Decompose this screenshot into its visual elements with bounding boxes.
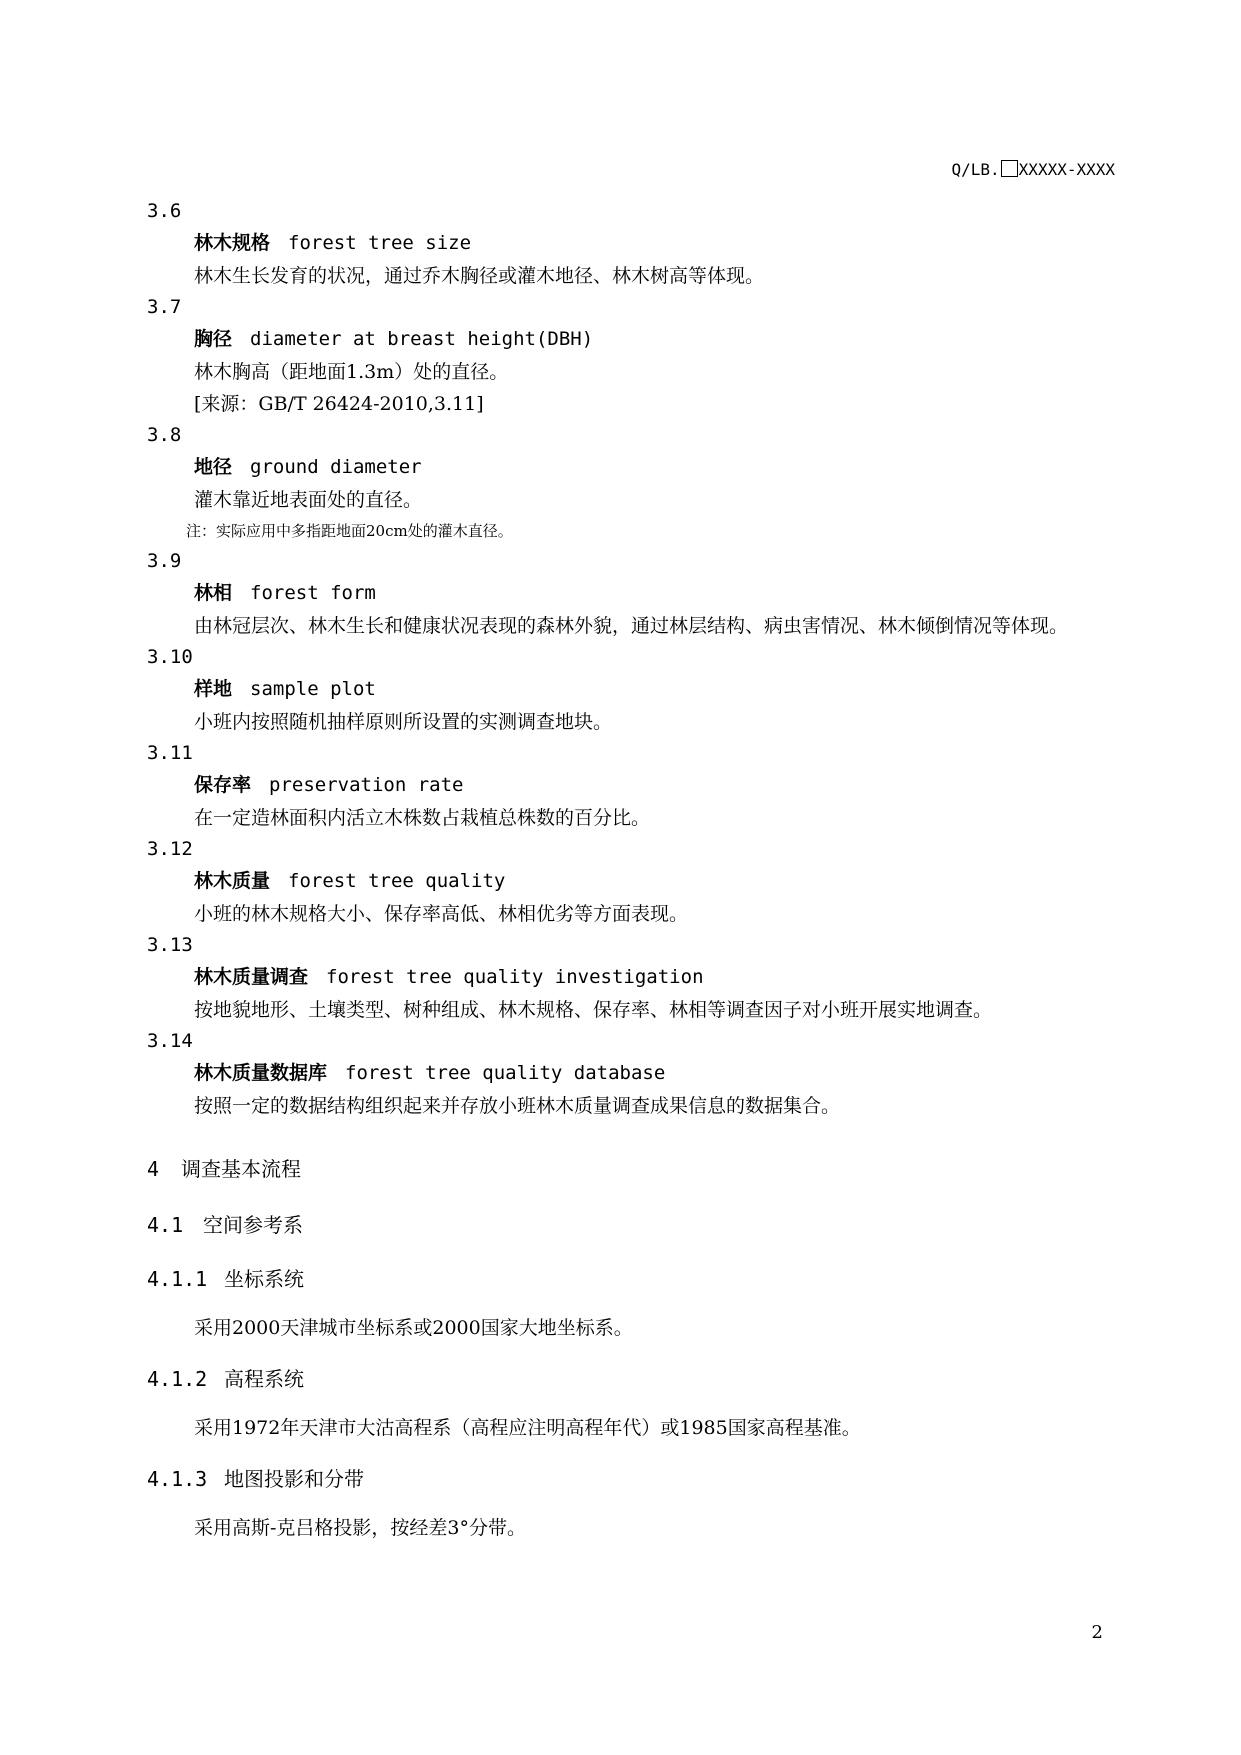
clause-number: 3.10: [147, 646, 193, 668]
checkbox-placeholder-icon: [1001, 160, 1018, 177]
section-heading-4-1-1: [147, 1262, 1127, 1296]
term-heading: [194, 450, 1127, 484]
term-chinese: 林木质量调查: [194, 966, 309, 988]
term-english: ground diameter: [250, 456, 422, 478]
section-title: 空间参考系: [203, 1213, 303, 1237]
term-definition: 按地貌地形、土壤类型、树种组成、林木规格、保存率、林相等调查因子对小班开展实地调查。: [194, 999, 993, 1021]
section-number: 4.1.1: [147, 1267, 208, 1291]
term-heading: [194, 576, 1127, 610]
term-chinese: 林木质量数据库: [194, 1062, 328, 1084]
term-definition: 由林冠层次、林木生长和健康状况表现的森林外貌，通过林层结构、病虫害情况、林木倾倒情况等体现。: [194, 615, 1069, 637]
section-number: 4.1.2: [147, 1367, 208, 1391]
clause-number: 3.9: [147, 550, 182, 572]
term-english: forest tree quality investigation: [326, 966, 704, 988]
term-chinese: 胸径: [194, 328, 233, 350]
clause-number: 3.7: [147, 296, 182, 318]
term-note: 注：实际应用中多指距地面20cm处的灌木直径。: [186, 522, 513, 540]
section-heading-4-1: [147, 1208, 1127, 1242]
clause-number: 3.14: [147, 1030, 193, 1052]
document-code-prefix: Q/LB.: [951, 160, 1000, 179]
term-source: [来源：GB/T 26424-2010,3.11]: [194, 393, 484, 415]
clause-number: 3.11: [147, 742, 193, 764]
document-body: [147, 196, 1127, 1544]
section-number: 4: [147, 1157, 160, 1181]
term-heading: [194, 322, 1127, 356]
clause-number: 3.6: [147, 200, 182, 222]
term-definition: 小班内按照随机抽样原则所设置的实测调查地块。: [194, 711, 613, 733]
clause-number: 3.13: [147, 934, 193, 956]
term-chinese: 样地: [194, 678, 233, 700]
clause-number: 3.12: [147, 838, 193, 860]
clause-number: 3.8: [147, 424, 182, 446]
term-chinese: 林木规格: [194, 232, 271, 254]
term-definition: 在一定造林面积内活立木株数占栽植总株数的百分比。: [194, 807, 651, 829]
section-title: 坐标系统: [224, 1267, 304, 1291]
section-heading-4: [147, 1152, 1127, 1186]
term-chinese: 林木质量: [194, 870, 271, 892]
section-heading-4-1-2: [147, 1362, 1127, 1396]
section-title: 地图投影和分带: [224, 1467, 364, 1491]
term-english: forest tree size: [288, 232, 472, 254]
section-paragraph: 采用1972年天津市大沽高程系（高程应注明高程年代）或1985国家高程基准。: [194, 1417, 861, 1439]
section-title: 调查基本流程: [181, 1157, 301, 1181]
term-heading: [194, 960, 1127, 994]
term-definition: 小班的林木规格大小、保存率高低、林相优劣等方面表现。: [194, 903, 689, 925]
section-heading-4-1-3: [147, 1462, 1127, 1496]
term-definition: 林木生长发育的状况，通过乔木胸径或灌木地径、林木树高等体现。: [194, 265, 765, 287]
term-heading: [194, 864, 1127, 898]
section-title: 高程系统: [224, 1367, 304, 1391]
term-definition: 灌木靠近地表面处的直径。: [194, 489, 423, 511]
term-chinese: 地径: [194, 456, 233, 478]
term-english: forest tree quality: [288, 870, 506, 892]
term-english: sample plot: [250, 678, 376, 700]
section-number: 4.1: [147, 1213, 184, 1237]
term-heading: [194, 768, 1127, 802]
term-definition: 林木胸高（距地面1.3m）处的直径。: [194, 361, 509, 383]
section-number: 4.1.3: [147, 1467, 208, 1491]
term-english: forest form: [250, 582, 376, 604]
term-chinese: 林相: [194, 582, 233, 604]
document-code-suffix: XXXXX-XXXX: [1018, 160, 1115, 179]
term-heading: [194, 672, 1127, 706]
term-english: preservation rate: [269, 774, 464, 796]
section-paragraph: 采用高斯-克吕格投影，按经差3°分带。: [194, 1517, 527, 1539]
term-definition: 按照一定的数据结构组织起来并存放小班林木质量调查成果信息的数据集合。: [194, 1095, 841, 1117]
term-english: forest tree quality database: [345, 1062, 666, 1084]
term-heading: [194, 226, 1127, 260]
term-heading: [194, 1056, 1127, 1090]
section-paragraph: 采用2000天津城市坐标系或2000国家大地坐标系。: [194, 1317, 633, 1339]
term-chinese: 保存率: [194, 774, 252, 796]
term-english: diameter at breast height(DBH): [250, 328, 594, 350]
document-code: [952, 160, 1116, 179]
page-number: 2: [1091, 1622, 1103, 1643]
